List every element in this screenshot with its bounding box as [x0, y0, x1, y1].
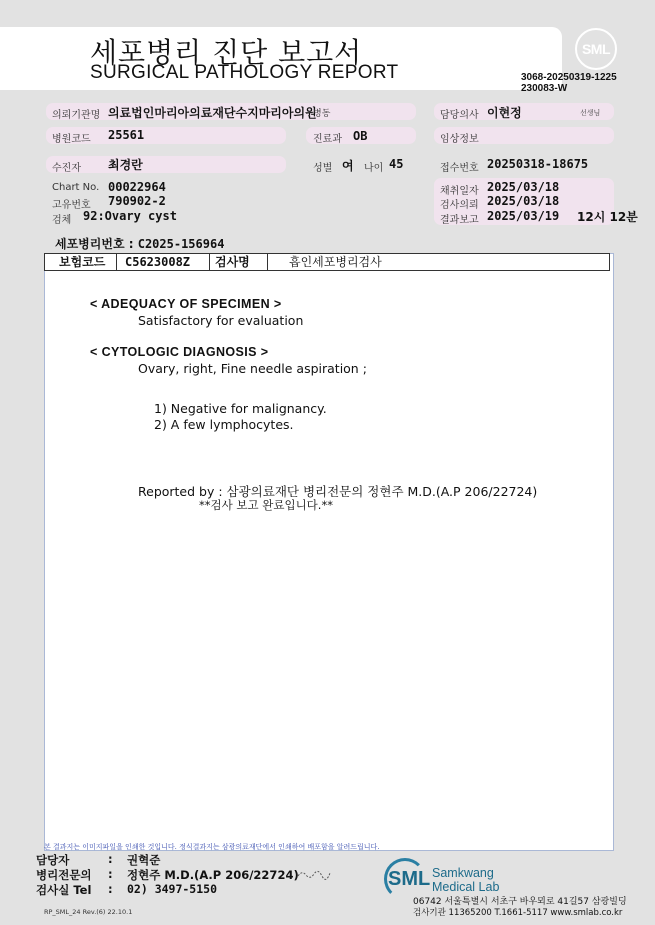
- sml-logo-icon: SML: [575, 28, 617, 70]
- tel-value: 02) 3497-5150: [127, 882, 218, 896]
- clinical-info-label: 임상정보: [440, 134, 479, 145]
- pathologist-label: 병리전문의: [36, 868, 92, 882]
- request-date-value: 2025/03/18: [487, 194, 560, 208]
- ward-label: 병동: [313, 109, 331, 119]
- lab-name: [432, 866, 499, 894]
- colon: :: [108, 852, 113, 866]
- lab-address: 06742 서울특별시 서초구 바우뫼로 41길57 삼광빌딩: [413, 897, 627, 907]
- tel-label: 검사실 Tel: [36, 883, 92, 897]
- lab-info: 검사기관 11365200 T.1661-5117 www.smlab.co.kr: [413, 908, 623, 918]
- pathologist-value: 정현주 M.D.(A.P 206/22724): [127, 868, 299, 882]
- chart-label: Chart No.: [52, 182, 100, 193]
- manager-value: 권혁준: [127, 853, 161, 867]
- report-id: [521, 72, 617, 94]
- insurance-code-label: 보험코드: [59, 255, 106, 269]
- receipt-label: 접수번호: [440, 163, 479, 174]
- report-title-korean: 세포병리 진단 보고서: [90, 36, 363, 69]
- cytology-number: [55, 235, 224, 252]
- result-time-value: 12시 12분: [577, 210, 638, 224]
- patient-field: [46, 156, 286, 173]
- signature-icon: [296, 868, 332, 880]
- institution-label: 의뢰기관명: [52, 110, 101, 121]
- cytology-number-label: 세포병리번호 :: [55, 237, 134, 251]
- footer-note: 본 결과지는 이미지파일을 인쇄한 것입니다. 정식결과지는 삼광의료재단에서 인쇄하여 배포함을 알려드립니다.: [44, 843, 380, 851]
- test-code-row: [44, 253, 610, 271]
- form-code: RP_SML_24 Rev.(6) 22.10.1: [44, 908, 133, 916]
- report-title-english: SURGICAL PATHOLOGY REPORT: [90, 62, 399, 83]
- reported-by: Reported by : 삼광의료재단 병리전문의 정현주 M.D.(A.P 206/22724): [138, 484, 538, 499]
- samkwang-logo-icon: SML: [388, 868, 431, 890]
- sex-value: 여: [342, 159, 354, 173]
- sex-label: 성별: [313, 163, 333, 174]
- collection-date-label: 채취일자: [440, 186, 479, 197]
- chart-value: 00022964: [108, 180, 166, 194]
- adequacy-heading: < ADEQUACY OF SPECIMEN >: [90, 297, 282, 311]
- report-body: [44, 253, 614, 851]
- collection-date-value: 2025/03/18: [487, 180, 560, 194]
- report-complete: **검사 보고 완료입니다.**: [199, 498, 333, 512]
- divider: [267, 254, 268, 270]
- department-value: OB: [353, 129, 368, 143]
- lab-name-line2: Medical Lab: [432, 880, 500, 894]
- hospital-code-value: 25561: [108, 128, 145, 142]
- institution-value: 의료법인마리아의료재단수지마리아의원: [108, 106, 317, 120]
- cytology-number-value: C2025-156964: [137, 237, 225, 251]
- diagnosis-heading: < CYTOLOGIC DIAGNOSIS >: [90, 345, 269, 359]
- specimen-label: 검체: [52, 215, 72, 226]
- result-date-label: 결과보고: [440, 215, 479, 226]
- adequacy-text: Satisfactory for evaluation: [138, 313, 304, 328]
- patient-value: 최경란: [108, 158, 143, 172]
- divider: [116, 254, 117, 270]
- report-id-line2: 230083-W: [521, 83, 568, 94]
- manager-label: 담당자: [36, 853, 70, 867]
- doctor-label: 담당의사: [440, 110, 479, 121]
- result-date-value: 2025/03/19: [487, 209, 560, 223]
- specimen-value: 92:Ovary cyst: [83, 209, 177, 223]
- report-id-line1: 3068-20250319-1225: [521, 72, 617, 83]
- lab-name-line1: Samkwang: [432, 866, 494, 880]
- diagnosis-site: Ovary, right, Fine needle aspiration ;: [138, 361, 367, 376]
- insurance-code-value: C5623008Z: [125, 255, 191, 269]
- age-value: 45: [389, 157, 404, 171]
- receipt-value: 20250318-18675: [487, 157, 589, 171]
- colon: :: [108, 882, 113, 896]
- patient-label: 수진자: [52, 163, 81, 174]
- finding-1: 1) Negative for malignancy.: [154, 401, 327, 416]
- test-name-label: 검사명: [215, 255, 250, 269]
- department-label: 진료과: [313, 134, 342, 145]
- divider: [209, 254, 210, 270]
- request-date-label: 검사의뢰: [440, 200, 479, 211]
- colon: :: [108, 867, 113, 881]
- age-label: 나이: [364, 163, 384, 174]
- unique-number-label: 고유번호: [52, 200, 91, 211]
- doctor-value: 이현정: [487, 106, 522, 120]
- doctor-suffix: 선생님: [580, 109, 601, 117]
- finding-2: 2) A few lymphocytes.: [154, 417, 294, 432]
- hospital-code-label: 병원코드: [52, 134, 91, 145]
- unique-number-value: 790902-2: [108, 194, 166, 208]
- test-name-value: 흡인세포병리검사: [289, 255, 382, 269]
